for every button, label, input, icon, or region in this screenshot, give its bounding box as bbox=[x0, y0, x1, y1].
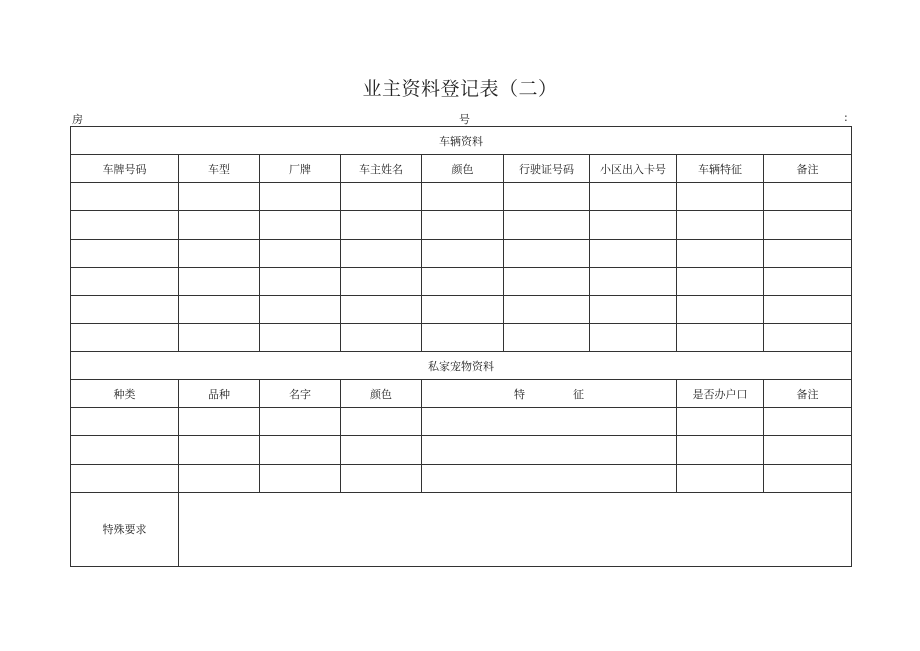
cell[interactable] bbox=[260, 436, 341, 464]
cell[interactable] bbox=[179, 183, 260, 211]
cell[interactable] bbox=[179, 239, 260, 267]
cell[interactable] bbox=[677, 464, 764, 492]
cell[interactable] bbox=[677, 408, 764, 436]
cell[interactable] bbox=[677, 267, 764, 295]
cell[interactable] bbox=[422, 436, 677, 464]
cell[interactable] bbox=[260, 408, 341, 436]
vehicle-section-title: 车辆资料 bbox=[71, 127, 852, 155]
cell[interactable] bbox=[422, 211, 504, 239]
cell[interactable] bbox=[341, 464, 422, 492]
cell[interactable] bbox=[71, 183, 179, 211]
cell[interactable] bbox=[422, 267, 504, 295]
cell[interactable] bbox=[260, 295, 341, 323]
cell[interactable] bbox=[260, 267, 341, 295]
cell[interactable] bbox=[341, 267, 422, 295]
cell[interactable] bbox=[504, 239, 590, 267]
cell[interactable] bbox=[341, 239, 422, 267]
cell[interactable] bbox=[764, 211, 852, 239]
header-remarks: 备注 bbox=[764, 155, 852, 183]
cell[interactable] bbox=[71, 295, 179, 323]
vehicle-entry-row bbox=[71, 267, 852, 295]
room-label: 房 bbox=[72, 113, 83, 126]
cell[interactable] bbox=[590, 267, 677, 295]
cell[interactable] bbox=[504, 211, 590, 239]
cell[interactable] bbox=[179, 408, 260, 436]
number-label: 号 bbox=[459, 113, 470, 126]
cell[interactable] bbox=[71, 323, 179, 351]
vehicle-entry-row bbox=[71, 211, 852, 239]
header-access-card: 小区出入卡号 bbox=[590, 155, 677, 183]
cell[interactable] bbox=[422, 183, 504, 211]
cell[interactable] bbox=[179, 464, 260, 492]
cell[interactable] bbox=[422, 323, 504, 351]
cell[interactable] bbox=[677, 295, 764, 323]
vehicle-entry-row bbox=[71, 239, 852, 267]
cell[interactable] bbox=[764, 464, 852, 492]
vehicle-entry-row bbox=[71, 183, 852, 211]
cell[interactable] bbox=[422, 408, 677, 436]
cell[interactable] bbox=[341, 408, 422, 436]
vehicle-entry-row bbox=[71, 295, 852, 323]
cell[interactable] bbox=[260, 183, 341, 211]
cell[interactable] bbox=[341, 323, 422, 351]
cell[interactable] bbox=[677, 183, 764, 211]
pet-section-title: 私家宠物资料 bbox=[71, 352, 852, 380]
header-species: 种类 bbox=[71, 380, 179, 408]
header-color: 颜色 bbox=[422, 155, 504, 183]
cell[interactable] bbox=[260, 323, 341, 351]
cell[interactable] bbox=[71, 239, 179, 267]
feature-char-2: 征 bbox=[573, 387, 584, 401]
cell[interactable] bbox=[677, 239, 764, 267]
cell[interactable] bbox=[341, 183, 422, 211]
pet-entry-row bbox=[71, 464, 852, 492]
cell[interactable] bbox=[764, 267, 852, 295]
header-plate-number: 车牌号码 bbox=[71, 155, 179, 183]
cell[interactable] bbox=[590, 323, 677, 351]
header-pet-features bbox=[422, 380, 677, 408]
cell[interactable] bbox=[422, 239, 504, 267]
cell[interactable] bbox=[71, 436, 179, 464]
cell[interactable] bbox=[179, 436, 260, 464]
vehicle-entry-row bbox=[71, 323, 852, 351]
cell[interactable] bbox=[71, 408, 179, 436]
cell[interactable] bbox=[504, 295, 590, 323]
cell[interactable] bbox=[341, 295, 422, 323]
form-title: 业主资料登记表（二） bbox=[362, 78, 558, 100]
cell[interactable] bbox=[341, 436, 422, 464]
header-vehicle-features: 车辆特征 bbox=[677, 155, 764, 183]
registration-table bbox=[70, 126, 852, 567]
header-vehicle-type: 车型 bbox=[179, 155, 260, 183]
cell[interactable] bbox=[677, 323, 764, 351]
pet-header-row bbox=[71, 380, 852, 408]
cell[interactable] bbox=[764, 323, 852, 351]
cell[interactable] bbox=[260, 211, 341, 239]
feature-char-1: 特 bbox=[514, 387, 525, 401]
cell[interactable] bbox=[764, 183, 852, 211]
colon-mark: : bbox=[844, 111, 848, 124]
cell[interactable] bbox=[590, 183, 677, 211]
special-requirements-label: 特殊要求 bbox=[71, 492, 179, 566]
cell[interactable] bbox=[71, 267, 179, 295]
pet-entry-row bbox=[71, 408, 852, 436]
cell[interactable] bbox=[260, 239, 341, 267]
cell[interactable] bbox=[179, 267, 260, 295]
cell[interactable] bbox=[179, 211, 260, 239]
cell[interactable] bbox=[764, 295, 852, 323]
header-pet-color: 颜色 bbox=[341, 380, 422, 408]
cell[interactable] bbox=[179, 295, 260, 323]
cell[interactable] bbox=[71, 211, 179, 239]
cell[interactable] bbox=[677, 211, 764, 239]
cell[interactable] bbox=[764, 239, 852, 267]
special-requirements-field[interactable] bbox=[179, 492, 852, 566]
header-license-number: 行驶证号码 bbox=[504, 155, 590, 183]
cell[interactable] bbox=[504, 183, 590, 211]
vehicle-header-row bbox=[71, 155, 852, 183]
cell[interactable] bbox=[764, 436, 852, 464]
header-pet-name: 名字 bbox=[260, 380, 341, 408]
cell[interactable] bbox=[764, 408, 852, 436]
header-brand: 厂牌 bbox=[260, 155, 341, 183]
cell[interactable] bbox=[179, 323, 260, 351]
cell[interactable] bbox=[590, 211, 677, 239]
cell[interactable] bbox=[341, 211, 422, 239]
cell[interactable] bbox=[504, 267, 590, 295]
cell[interactable] bbox=[590, 239, 677, 267]
cell[interactable] bbox=[422, 295, 504, 323]
cell[interactable] bbox=[677, 436, 764, 464]
header-pet-remarks: 备注 bbox=[764, 380, 852, 408]
header-breed: 品种 bbox=[179, 380, 260, 408]
cell[interactable] bbox=[71, 464, 179, 492]
cell[interactable] bbox=[504, 323, 590, 351]
header-registered: 是否办户口 bbox=[677, 380, 764, 408]
header-owner-name: 车主姓名 bbox=[341, 155, 422, 183]
special-requirements-row bbox=[71, 492, 852, 566]
cell[interactable] bbox=[590, 295, 677, 323]
cell[interactable] bbox=[422, 464, 677, 492]
pet-entry-row bbox=[71, 436, 852, 464]
cell[interactable] bbox=[260, 464, 341, 492]
